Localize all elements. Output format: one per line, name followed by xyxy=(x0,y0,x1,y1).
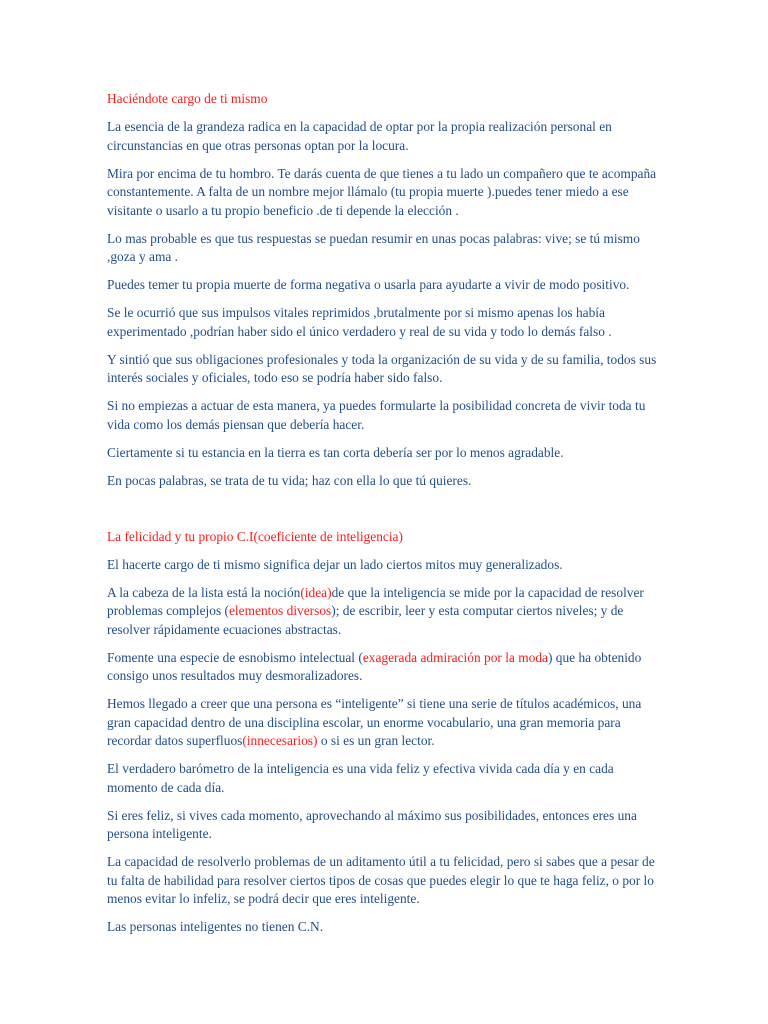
paragraph xyxy=(107,649,667,686)
paragraph: Si no empiezas a actuar de esta manera, ya puedes formularte la posibilidad concreta de vivir toda tu vida como los demás piensan que debería hacer. xyxy=(107,398,646,432)
paragraph: Ciertamente si tu estancia en la tierra es tan corta debería ser por lo menos agradable. xyxy=(107,444,564,460)
paragraph: Lo mas probable es que tus respuestas se puedan resumir en unas pocas palabras: vive; se tú mismo ,goza y ama . xyxy=(107,230,640,264)
section-heading-haciendote: Haciéndote cargo de ti mismo xyxy=(107,91,268,106)
paragraph: Se le ocurrió que sus impulsos vitales reprimidos ,brutalmente por si mismo apenas los había experimentado ,podrían haber sido el único verdadero y real de su vida y todo lo demás falso . xyxy=(107,305,612,339)
text-run: A la cabeza de la lista está la noción xyxy=(107,584,301,600)
text-run: de que la inteligencia se mide por la capacidad de resolver problemas complejos ( xyxy=(107,584,644,618)
section-heading-felicidad: La felicidad y tu propio C.I(coeficiente de inteligencia) xyxy=(107,528,403,544)
text-run: ); de escribir, leer y esta computar ciertos niveles; y de resolver rápidamente ecuaciones abstractas. xyxy=(107,603,624,637)
highlight-text: exagerada admiración por la moda xyxy=(362,649,548,665)
paragraph: La capacidad de resolverlo problemas de un aditamento útil a tu felicidad, pero si sabes que a pesar de tu falta de habilidad para resolver ciertos tipos de cosas que puedes elegir lo que te haga feliz, o por lo menos evitar lo infeliz, se podrá decir que eres inteligente. xyxy=(107,854,655,906)
paragraph: Mira por encima de tu hombro. Te darás cuenta de que tienes a tu lado un compañero que te acompaña constantemente. A falta de un nombre mejor llámalo (tu propia muerte ).puedes tener miedo a ese visitante o usarlo a tu propio beneficio .de ti depende la elección . xyxy=(107,165,657,218)
paragraph: Si eres feliz, si vives cada momento, aprovechando al máximo sus posibilidades, entonces eres una persona inteligente. xyxy=(107,807,637,841)
text-run: Hemos llegado a creer que una persona es “inteligente” si tiene una serie de títulos académicos, una gran capacidad dentro de una disciplina escolar, un enorme vocabulario, una gran memoria para recordar datos superfluos xyxy=(107,696,642,748)
paragraph: Y sintió que sus obligaciones profesionales y toda la organización de su vida y de su familia, todos sus interés sociales y oficiales, todo eso se podría haber sido falso. xyxy=(107,351,657,385)
highlight-text: (innecesarios) xyxy=(242,733,318,748)
highlight-text: (idea) xyxy=(300,584,332,600)
paragraph: El hacerte cargo de ti mismo significa dejar un lado ciertos mitos muy generalizados. xyxy=(107,556,563,572)
paragraph: El verdadero barómetro de la inteligencia es una vida feliz y efectiva vivida cada día y en cada momento de cada día. xyxy=(107,761,614,795)
paragraph: En pocas palabras, se trata de tu vida; haz con ella lo que tú quieres. xyxy=(107,472,472,488)
document-body xyxy=(107,90,667,946)
paragraph xyxy=(107,695,667,751)
section-spacer xyxy=(107,500,667,528)
text-run: Fomente una especie de esnobismo intelectual ( xyxy=(107,649,363,665)
paragraph: Puedes temer tu propia muerte de forma negativa o usarla para ayudarte a vivir de modo positivo. xyxy=(107,277,630,292)
paragraph xyxy=(107,584,667,640)
highlight-text: elementos diversos xyxy=(228,603,332,618)
paragraph: Las personas inteligentes no tienen C.N. xyxy=(107,919,324,934)
text-run: o si es un gran lector. xyxy=(317,733,435,748)
paragraph: La esencia de la grandeza radica en la capacidad de optar por la propia realización personal en circunstancias en que otras personas optan por la locura. xyxy=(107,119,612,153)
text-run: ) que ha obtenido consigo unos resultados muy desmoralizadores. xyxy=(107,649,642,683)
